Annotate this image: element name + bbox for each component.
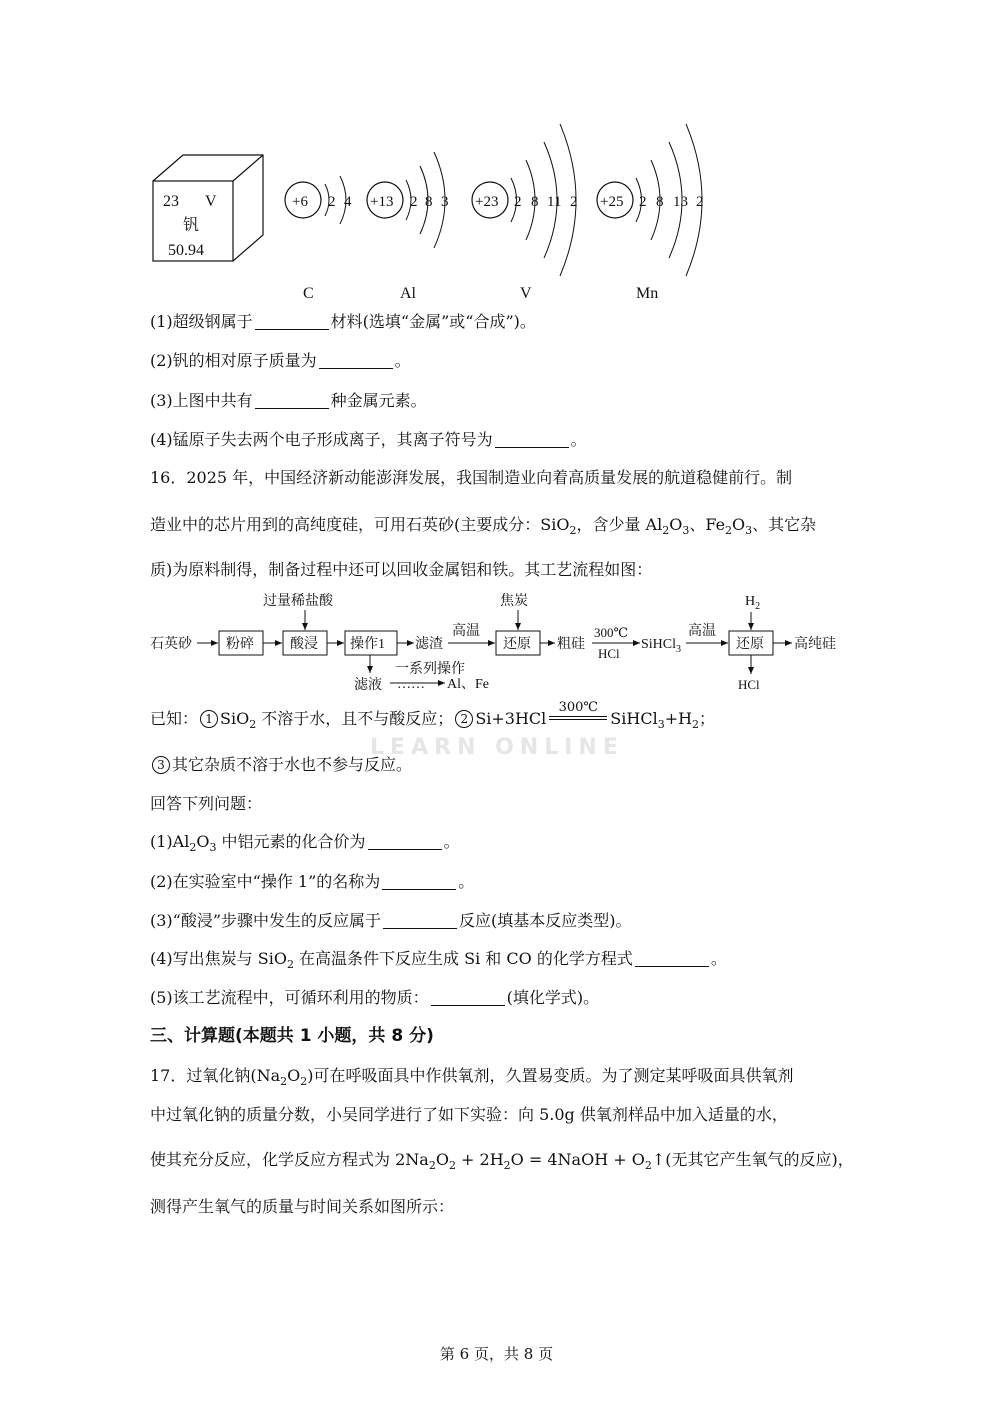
- element-mass: 50.94: [168, 242, 204, 259]
- element-name: 钒: [183, 217, 200, 234]
- flow-dots: ……: [397, 677, 425, 692]
- atom-v-shell-1: 2: [514, 194, 522, 210]
- q16-part4: (4)写出焦炭与 SiO$_2$ 在高温条件下反应生成 Si 和 CO 的化学方程式 。: [150, 949, 727, 971]
- atom-al: [367, 152, 449, 302]
- q16-intro-2: 造业中的芯片用到的高纯度硅，可用石英砂(主要成分：SiO$_2$，含少量 $Al_2O_3$、$Fe_2O_3$、其它杂: [150, 515, 817, 537]
- atom-mn-shell-2: 8: [656, 194, 664, 210]
- flow-series-ops: 一系列操作: [395, 662, 465, 677]
- flow-sihcl3: SiHCl$_3$: [641, 637, 682, 655]
- q15-part4: (4)锰原子失去两个电子形成离子，其离子符号为 。: [150, 430, 587, 449]
- flow-op1: 操作1: [350, 637, 385, 652]
- atom-c-label: C: [303, 285, 314, 302]
- flow-hcl-top: HCl: [598, 646, 620, 661]
- flow-acid-leach: 酸浸: [290, 637, 318, 652]
- atom-al-shell-3: 3: [441, 194, 449, 210]
- q15-part1: (1)超级钢属于 材料(选填“金属”或“合成”)。: [150, 312, 536, 331]
- process-flow-diagram: [0, 590, 993, 700]
- q17-line-4: 测得产生氧气的质量与时间关系如图所示：: [150, 1197, 455, 1216]
- flow-crude-si: 粗硅: [557, 637, 585, 652]
- atom-v-nucleus: +23: [475, 194, 499, 210]
- q16-part2: (2)在实验室中“操作 1”的名称为 。: [150, 872, 475, 891]
- flow-pure-si: 高纯硅: [794, 637, 836, 652]
- answer-blank[interactable]: [382, 873, 456, 890]
- watermark-text: LEARN ONLINE: [370, 735, 624, 760]
- q17-line-3: 使其充分反应，化学反应方程式为 $2Na_2O_2 + 2H_2O$ = 4NaOH + $O_2↑$(无其它产生氧气的反应)，: [150, 1150, 854, 1172]
- atom-mn-shell-1: 2: [639, 194, 647, 210]
- flow-high-temp-2: 高温: [688, 624, 716, 639]
- atom-al-nucleus: +13: [370, 194, 394, 210]
- flow-residue: 滤渣: [415, 637, 443, 652]
- q16-part3: (3)“酸浸”步骤中发生的反应属于 反应(填基本反应类型)。: [150, 911, 632, 930]
- element-number: 23: [163, 193, 179, 210]
- flow-reduce-2: 还原: [736, 637, 764, 652]
- flow-start: 石英砂: [150, 637, 192, 652]
- answer-blank[interactable]: [319, 352, 393, 369]
- atom-v-label: V: [520, 285, 532, 302]
- atom-v: [472, 124, 578, 302]
- flow-high-temp-1: 高温: [452, 624, 480, 639]
- flow-reagent-coke: 焦炭: [500, 594, 528, 609]
- atom-mn: [597, 124, 704, 302]
- answer-blank[interactable]: [495, 431, 569, 448]
- answer-blank[interactable]: [431, 989, 505, 1006]
- flow-reduce-1: 还原: [503, 637, 531, 652]
- q16-known-1: 已知： 1 SiO$_2$ 不溶于水，且不与酸反应； 2 Si+3HCl 300℃ $SiHCl_3+H_2$；: [150, 700, 716, 731]
- q16-known-2: 3 其它杂质不溶于水也不参与反应。: [150, 754, 412, 776]
- atom-al-shell-1: 2: [410, 194, 418, 210]
- atom-v-shell-4: 2: [570, 194, 578, 210]
- atom-al-shell-2: 8: [425, 194, 433, 210]
- atom-mn-label: Mn: [636, 285, 659, 302]
- q16-answer-prompt: 回答下列问题：: [150, 794, 263, 813]
- atom-c-nucleus: +6: [292, 194, 308, 210]
- element-symbol: V: [205, 193, 217, 210]
- flow-al-fe: Al、Fe: [447, 677, 489, 692]
- flow-cond-300: 300℃: [594, 625, 629, 640]
- answer-blank[interactable]: [383, 912, 457, 929]
- answer-blank[interactable]: [255, 392, 329, 409]
- q17-line-1: 17．过氧化钠$(Na_2O_2)$可在呼吸面具中作供氧剂，久置易变质。为了测定某呼吸面具供氧剂: [150, 1066, 794, 1088]
- atom-al-label: Al: [400, 285, 416, 302]
- q16-intro-1: 16．2025 年，中国经济新动能澎湃发展，我国制造业向着高质量发展的航道稳健前行。制: [150, 468, 793, 487]
- atom-c: [285, 176, 352, 302]
- page-footer: 第 6 页，共 8 页: [439, 1345, 554, 1363]
- atom-v-shell-2: 8: [531, 194, 539, 210]
- q15-part3: (3)上图中共有 种金属元素。: [150, 391, 427, 410]
- atom-c-shell-2: 4: [344, 194, 352, 210]
- flow-reagent-h2: $H_2$: [745, 594, 761, 612]
- atom-figure: [0, 0, 993, 310]
- answer-blank[interactable]: [635, 950, 709, 967]
- answer-blank[interactable]: [255, 313, 329, 330]
- q16-part5: (5)该工艺流程中，可循环利用的物质： (填化学式)。: [150, 988, 600, 1007]
- answer-blank[interactable]: [368, 833, 442, 850]
- q15-part2: (2)钒的相对原子质量为 。: [150, 351, 411, 370]
- atom-mn-shell-4: 2: [696, 194, 704, 210]
- flow-filtrate: 滤液: [354, 678, 382, 693]
- q16-part1: $(1)Al_2O_3$ 中铝元素的化合价为 。: [150, 832, 460, 854]
- q16-intro-3: 质)为原料制得，制备过程中还可以回收金属铝和铁。其工艺流程如图：: [150, 560, 653, 579]
- atom-mn-nucleus: +25: [600, 194, 624, 210]
- flow-hcl-out: HCl: [738, 677, 760, 692]
- q17-line-2: 中过氧化钠的质量分数，小吴同学进行了如下实验：向 5.0g 供氧剂样品中加入适量的水，: [150, 1105, 788, 1124]
- flow-crush: 粉碎: [226, 637, 254, 652]
- section-heading: 三、计算题(本题共 1 小题，共 8 分): [150, 1026, 434, 1046]
- flow-reagent-acid: 过量稀盐酸: [263, 594, 333, 609]
- atom-c-shell-1: 2: [328, 194, 336, 210]
- atom-mn-shell-3: 13: [673, 194, 688, 210]
- atom-v-shell-3: 11: [547, 194, 562, 210]
